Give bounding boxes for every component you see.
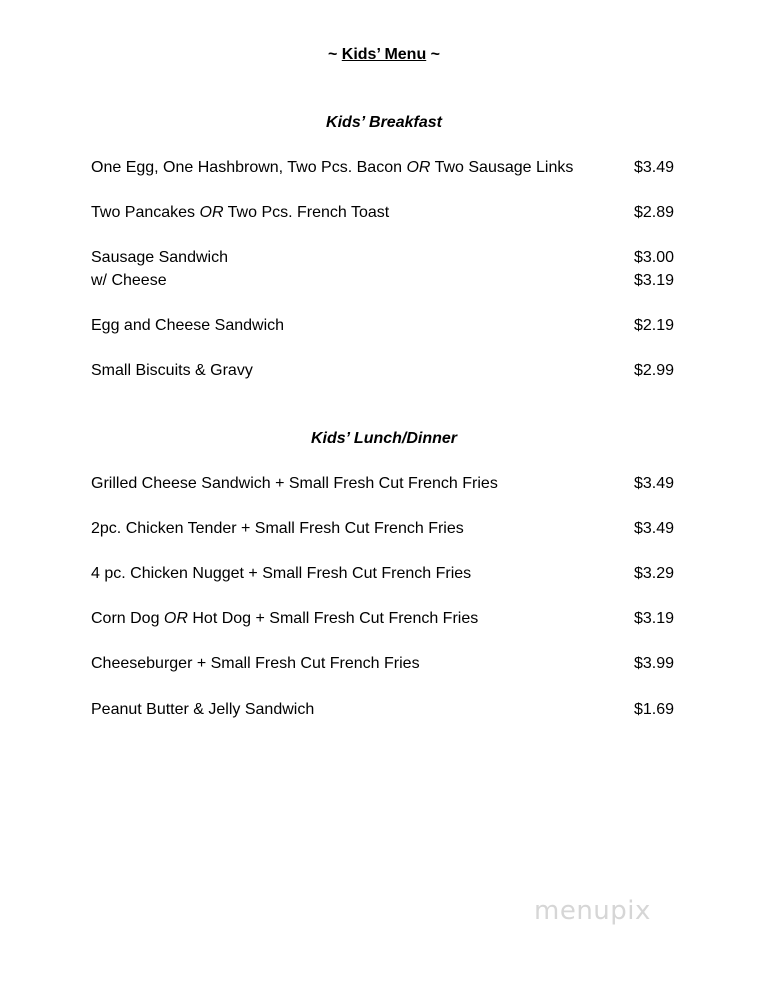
menu-item-row — [91, 202, 674, 224]
breakfast-heading: Kids’ Breakfast — [326, 114, 442, 131]
menu-item-row — [91, 360, 674, 382]
menu-item-price: $3.99 — [633, 655, 674, 672]
menu-item-row — [91, 247, 674, 269]
menu-item-row — [91, 608, 674, 630]
menu-item-row — [91, 563, 674, 585]
menu-item-name: Grilled Cheese Sandwich + Small Fresh Cut French Fries — [91, 475, 498, 492]
menu-item-price: $3.29 — [633, 565, 674, 582]
menu-item-name: Corn Dog OR Hot Dog + Small Fresh Cut French Fries — [91, 610, 479, 627]
title-prefix: ~ — [327, 46, 342, 63]
menu-item-name: 2pc. Chicken Tender + Small Fresh Cut French Fries — [91, 520, 464, 537]
title-suffix: ~ — [426, 46, 441, 63]
menu-item-price: $2.19 — [633, 317, 674, 334]
menu-item-price: $3.00 — [633, 249, 674, 266]
page-title — [0, 46, 768, 64]
menu-item-name: Egg and Cheese Sandwich — [91, 317, 285, 334]
menu-item-row — [91, 653, 674, 675]
menu-item-price: $3.49 — [633, 520, 674, 537]
menu-item-row — [91, 315, 674, 337]
menupix-watermark — [530, 872, 690, 932]
lunch-dinner-heading: Kids’ Lunch/Dinner — [310, 430, 458, 447]
menu-item-name: w/ Cheese — [91, 272, 167, 289]
menu-item-name: Peanut Butter & Jelly Sandwich — [91, 701, 315, 718]
title-text: Kids’ Menu — [341, 46, 427, 63]
menu-item-price: $3.19 — [633, 272, 674, 289]
menu-item-price: $2.89 — [633, 204, 674, 221]
menu-item-name: Sausage Sandwich — [91, 249, 228, 266]
watermark-logo: menupix — [534, 896, 651, 926]
menu-item-price: $2.99 — [633, 362, 674, 379]
menu-item-name: 4 pc. Chicken Nugget + Small Fresh Cut French Fries — [91, 565, 472, 582]
menu-item-row — [91, 518, 674, 540]
menu-item-price: $3.19 — [633, 610, 674, 627]
menu-item-name: Two Pancakes OR Two Pcs. French Toast — [91, 204, 390, 221]
menu-item-variant-row — [91, 270, 674, 292]
menu-item-price: $1.69 — [633, 701, 674, 718]
menu-item-name: One Egg, One Hashbrown, Two Pcs. Bacon OR Two Sausage Links — [91, 159, 574, 176]
menu-item-row — [91, 699, 674, 721]
menu-item-price: $3.49 — [633, 159, 674, 176]
menu-item-name: Small Biscuits & Gravy — [91, 362, 253, 379]
menu-item-name: Cheeseburger + Small Fresh Cut French Fries — [91, 655, 420, 672]
menu-item-row — [91, 157, 674, 179]
menu-item-price: $3.49 — [633, 475, 674, 492]
menu-item-row — [91, 473, 674, 495]
